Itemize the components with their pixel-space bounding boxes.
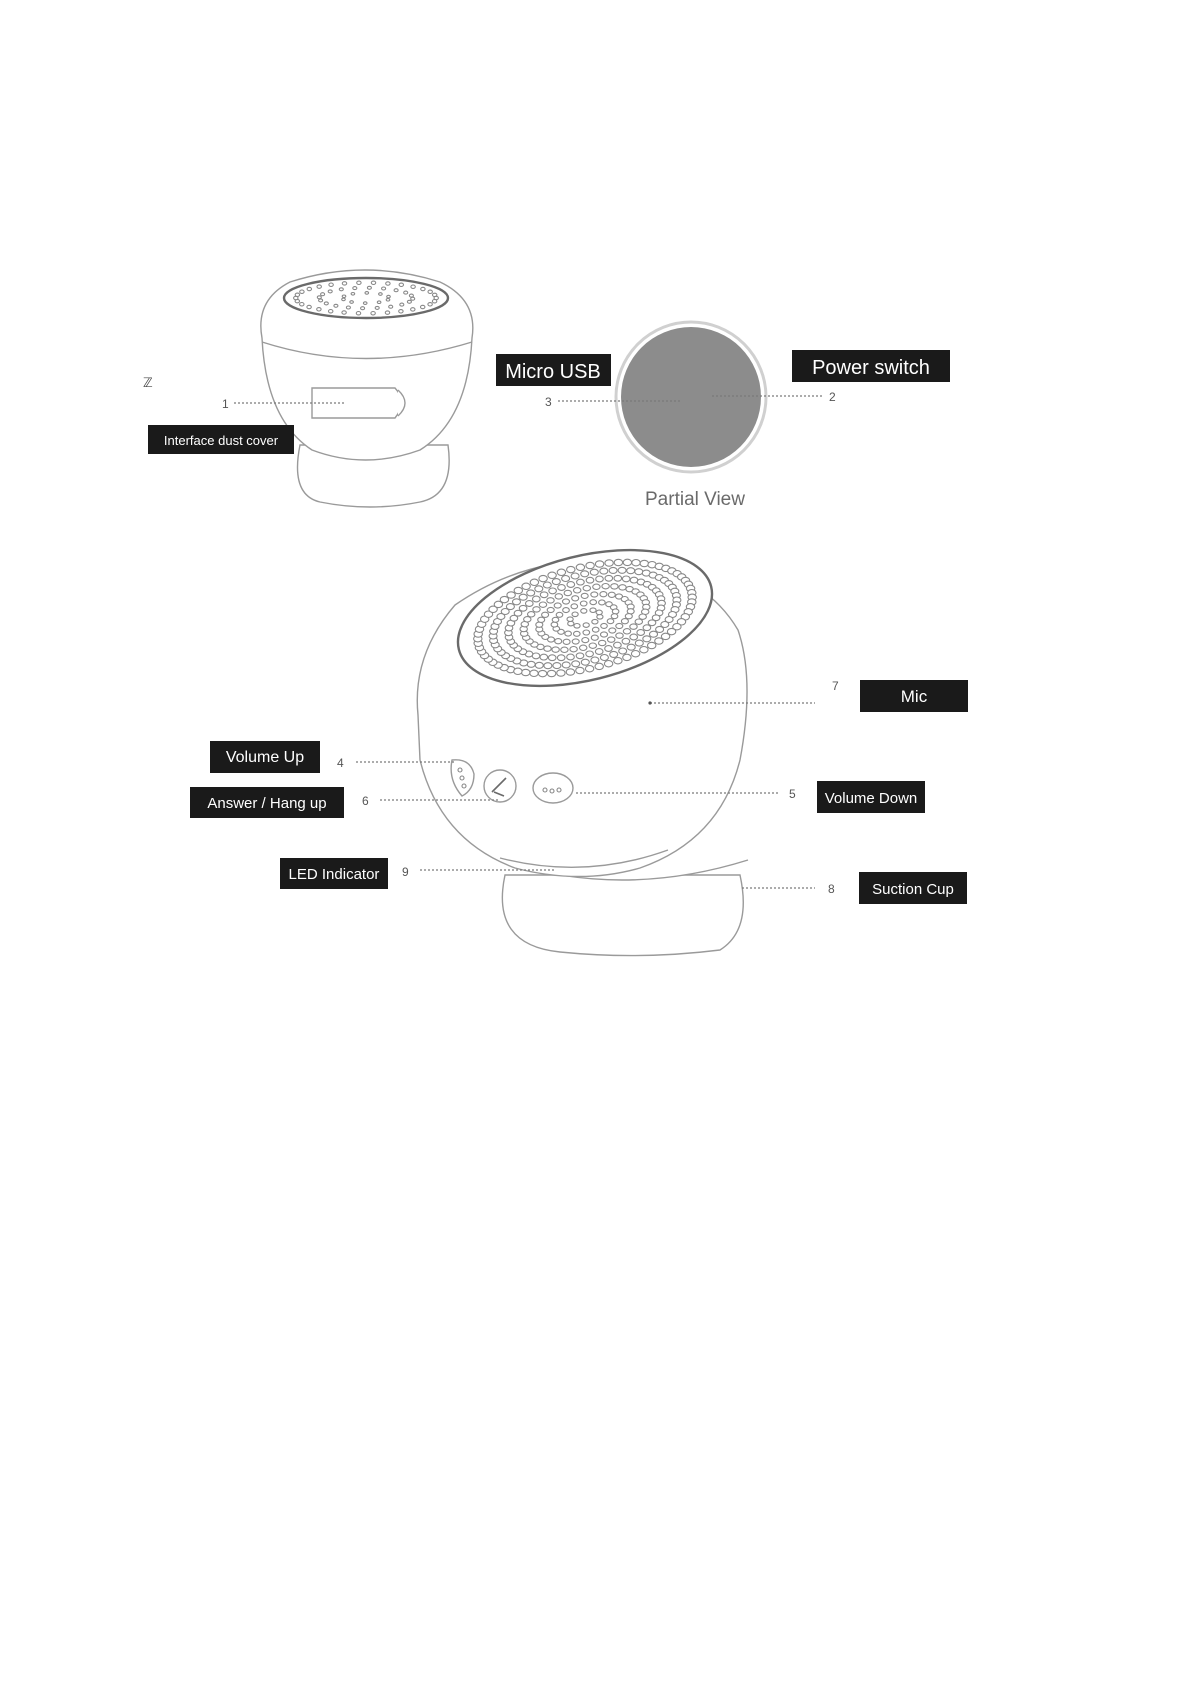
grille-hole [562, 662, 570, 668]
grille-hole [586, 651, 594, 657]
grille-hole [595, 561, 603, 567]
grille-hole [637, 630, 645, 636]
grille-hole [522, 583, 530, 589]
grille-hole [640, 560, 648, 566]
grille-hole [611, 584, 618, 589]
stray-mark: ℤ [143, 375, 153, 390]
grille-hole [627, 644, 635, 650]
grille-hole [522, 669, 530, 675]
grille-hole [608, 637, 615, 642]
grille-hole [600, 655, 608, 661]
grille-hole [514, 668, 522, 674]
callout-number-6: 6 [362, 794, 369, 808]
grille-hole [564, 590, 571, 595]
grille-hole [632, 560, 640, 566]
grille-hole [328, 290, 332, 293]
partial-view-caption: Partial View [645, 489, 745, 510]
grille-hole [500, 596, 508, 602]
grille-hole [605, 575, 613, 581]
grille-hole [591, 592, 598, 597]
grille-hole [571, 604, 578, 609]
label-volume-up [210, 741, 320, 773]
grille-hole [375, 306, 379, 309]
grille-hole [592, 627, 599, 632]
label-suction-cup [859, 872, 967, 904]
grille-hole [619, 585, 626, 590]
grille-hole [650, 631, 658, 637]
grille-hole [567, 582, 575, 588]
grille-hole [540, 654, 548, 660]
grille-hole [563, 599, 570, 604]
grille-hole [566, 669, 574, 675]
grille-hole [540, 592, 548, 598]
grille-hole [608, 592, 615, 597]
grille-hole [583, 630, 590, 635]
grille-hole [619, 648, 627, 654]
grille-hole [622, 638, 630, 644]
grille-hole [567, 566, 575, 572]
grille-hole [593, 584, 600, 589]
grille-hole [595, 649, 603, 655]
grille-hole [609, 628, 616, 633]
grille-hole [371, 312, 375, 315]
grille-hole [533, 607, 540, 612]
svg-text:Volume Up: Volume Up [225, 749, 305, 766]
grille-hole [351, 293, 355, 296]
grille-hole [363, 302, 367, 305]
grille-hole [591, 635, 598, 640]
grille-hole [404, 291, 408, 294]
grille-hole [342, 282, 346, 285]
grille-hole [581, 571, 589, 577]
svg-text:Volume Down: Volume Down [824, 790, 918, 807]
grille-hole [513, 599, 521, 605]
small-speaker-drawing [261, 270, 473, 507]
grille-hole [600, 568, 608, 574]
grille-hole [563, 608, 570, 613]
grille-hole [527, 661, 535, 667]
grille-hole [607, 619, 614, 624]
grille-hole [317, 296, 321, 299]
grille-hole [382, 287, 386, 290]
grille-hole [342, 311, 346, 314]
grille-hole [535, 662, 543, 668]
grille-hole [346, 306, 350, 309]
grille-hole [411, 297, 415, 300]
grille-hole [552, 647, 559, 652]
label-volume-down [817, 781, 925, 813]
grille-hole [590, 608, 596, 613]
grille-hole [543, 582, 551, 588]
grille-hole [592, 619, 598, 624]
grille-hole [635, 619, 642, 624]
svg-text:LED Indicator: LED Indicator [288, 866, 380, 883]
svg-text:Interface dust cover: Interface dust cover [163, 433, 279, 448]
grille-hole [635, 569, 643, 575]
grille-hole [556, 612, 563, 617]
grille-hole [565, 631, 572, 636]
grille-hole [604, 661, 612, 667]
callout-number-7: 7 [832, 679, 839, 693]
svg-text:Mic: Mic [900, 687, 928, 706]
grille-hole [432, 300, 436, 303]
grille-hole [621, 619, 628, 624]
grille-hole [400, 303, 404, 306]
grille-hole [577, 579, 585, 585]
grille-hole [643, 625, 651, 631]
svg-text:Micro USB: Micro USB [505, 361, 601, 383]
grille-hole [567, 654, 575, 660]
grille-hole [601, 632, 608, 637]
grille-hole [334, 304, 338, 307]
grille-hole [590, 600, 597, 605]
grille-hole [329, 283, 333, 286]
grille-hole [555, 639, 562, 644]
grille-hole [379, 293, 383, 296]
callout-number-4: 4 [337, 756, 344, 770]
grille-hole [635, 640, 643, 646]
grille-hole [389, 305, 393, 308]
grille-hole [367, 286, 371, 289]
grille-hole [586, 562, 594, 568]
grille-hole [544, 663, 552, 669]
grille-hole [599, 640, 606, 645]
callout-number-8: 8 [828, 882, 835, 896]
grille-hole [605, 560, 613, 566]
grille-hole [583, 586, 590, 591]
grille-hole [572, 612, 578, 617]
grille-hole [581, 659, 589, 665]
grille-hole [589, 643, 596, 648]
grille-hole [655, 638, 663, 644]
grille-hole [538, 617, 545, 622]
grille-hole [530, 670, 538, 676]
grille-hole [514, 587, 522, 593]
grille-hole [528, 612, 535, 617]
grille-hole [616, 633, 623, 638]
grille-hole [583, 623, 589, 628]
grille-hole [558, 585, 566, 591]
callout-number-2: 2 [829, 390, 836, 404]
grille-hole [623, 654, 631, 660]
grille-hole [407, 300, 411, 303]
grille-hole [622, 576, 630, 582]
grille-hole [648, 642, 656, 648]
grille-hole [562, 576, 570, 582]
grille-hole [342, 295, 346, 298]
grille-hole [329, 310, 333, 313]
grille-hole [601, 623, 608, 628]
grille-hole [409, 294, 413, 297]
grille-hole [609, 567, 617, 573]
grille-hole [387, 295, 391, 298]
grille-hole [551, 622, 558, 627]
grille-hole [602, 584, 609, 589]
grille-hole [356, 312, 360, 315]
grille-hole [596, 610, 602, 615]
grille-hole [585, 666, 593, 672]
grille-hole [554, 603, 561, 608]
grille-hole [365, 292, 369, 295]
grille-hole [547, 607, 554, 612]
grille-hole [350, 301, 354, 304]
grille-hole [394, 289, 398, 292]
label-micro-usb [496, 354, 611, 386]
grille-hole [411, 308, 415, 311]
grille-hole [591, 657, 599, 663]
grille-hole [539, 602, 546, 607]
grille-hole [535, 586, 543, 592]
grille-hole [353, 287, 357, 290]
grille-hole [563, 639, 570, 644]
grille-hole [596, 576, 604, 582]
grille-hole [421, 287, 425, 290]
grille-hole [549, 588, 557, 594]
grille-hole [640, 647, 648, 653]
grille-hole [553, 663, 561, 669]
grille-hole [627, 568, 635, 574]
grille-hole [519, 594, 527, 600]
grille-hole [586, 577, 594, 583]
grille-hole [342, 298, 346, 301]
grille-hole [399, 283, 403, 286]
grille-hole [526, 601, 534, 607]
grille-hole [361, 307, 365, 310]
svg-text:Power switch: Power switch [812, 357, 930, 379]
grille-hole [581, 593, 588, 598]
grille-hole [527, 590, 535, 596]
grille-hole [623, 629, 630, 634]
grille-hole [557, 670, 565, 676]
grille-hole [552, 579, 560, 585]
grille-hole [357, 281, 361, 284]
grille-hole [571, 573, 579, 579]
grille-hole [614, 575, 622, 581]
volume-down-button-drawing [533, 773, 573, 803]
grille-hole [386, 282, 390, 285]
label-power-switch [792, 350, 950, 382]
grille-hole [616, 623, 623, 628]
grille-hole [295, 293, 299, 296]
grille-hole [614, 658, 622, 664]
label-answer-hang-up [190, 787, 344, 818]
grille-hole [317, 285, 321, 288]
grille-hole [339, 288, 343, 291]
grille-hole [371, 281, 375, 284]
grille-hole [555, 594, 562, 599]
grille-hole [630, 624, 637, 629]
grille-hole [548, 572, 556, 578]
svg-text:Suction Cup: Suction Cup [872, 881, 954, 898]
label-interface-dust-cover [148, 425, 294, 454]
grille-hole [317, 308, 321, 311]
grille-hole [574, 588, 581, 593]
grille-hole [631, 651, 639, 657]
grille-hole [618, 567, 626, 573]
partial-view-drawing [616, 322, 766, 472]
grille-hole [572, 661, 580, 667]
grille-hole [552, 617, 559, 622]
callout-number-1: 1 [222, 397, 229, 411]
grille-hole [307, 287, 311, 290]
grille-hole [614, 642, 622, 648]
grille-hole [377, 301, 381, 304]
grille-hole [643, 636, 651, 642]
grille-hole [385, 311, 389, 314]
grille-hole [321, 293, 325, 296]
grille-hole [561, 647, 568, 652]
grille-hole [595, 663, 603, 669]
grille-hole [530, 579, 538, 585]
callout-number-3: 3 [545, 395, 552, 409]
grille-hole [567, 617, 573, 622]
svg-text:Answer / Hang up: Answer / Hang up [207, 795, 327, 812]
grille-hole [572, 639, 579, 644]
grille-hole [533, 596, 541, 602]
grille-hole [421, 305, 425, 308]
grille-hole [428, 290, 432, 293]
grille-hole [542, 612, 549, 617]
grille-hole [599, 600, 606, 605]
grille-hole [411, 285, 415, 288]
grille-hole [590, 569, 598, 575]
grille-hole [574, 624, 580, 629]
grille-hole [557, 569, 565, 575]
grille-hole [580, 601, 587, 606]
grille-hole [580, 645, 587, 650]
callout-number-5: 5 [789, 787, 796, 801]
grille-hole [547, 670, 555, 676]
label-mic [860, 680, 968, 712]
label-led-indicator [280, 858, 388, 889]
grille-hole [611, 614, 618, 619]
grille-hole [576, 667, 584, 673]
grille-hole [576, 564, 584, 570]
grille-hole [399, 310, 403, 313]
answer-hang-up-button-drawing [484, 770, 516, 802]
grille-hole [519, 605, 527, 611]
callout-number-9: 9 [402, 865, 409, 879]
grille-hole [386, 298, 390, 301]
grille-hole [538, 670, 546, 676]
grille-hole [547, 598, 554, 603]
grille-hole [661, 633, 669, 639]
grille-hole [319, 299, 323, 302]
grille-hole [428, 303, 432, 306]
grille-hole [600, 592, 607, 597]
grille-hole [625, 614, 632, 619]
grille-hole [576, 653, 584, 659]
grille-hole [324, 302, 328, 305]
grille-hole [614, 559, 622, 565]
grille-hole [300, 303, 304, 306]
grille-hole [623, 559, 631, 565]
grille-hole [548, 655, 556, 661]
large-speaker-drawing [417, 526, 748, 955]
grille-hole [507, 592, 515, 598]
grille-hole [570, 647, 577, 652]
grille-hole [572, 596, 579, 601]
grille-hole [582, 638, 589, 643]
grille-hole [544, 646, 551, 651]
grille-hole [557, 655, 565, 661]
grille-hole [539, 575, 547, 581]
grille-hole [574, 631, 581, 636]
grille-hole [581, 609, 587, 614]
grille-hole [300, 290, 304, 293]
grille-hole [630, 634, 638, 640]
grille-hole [610, 651, 618, 657]
grille-hole [612, 609, 619, 614]
grille-hole [605, 646, 613, 652]
grille-hole [307, 305, 311, 308]
